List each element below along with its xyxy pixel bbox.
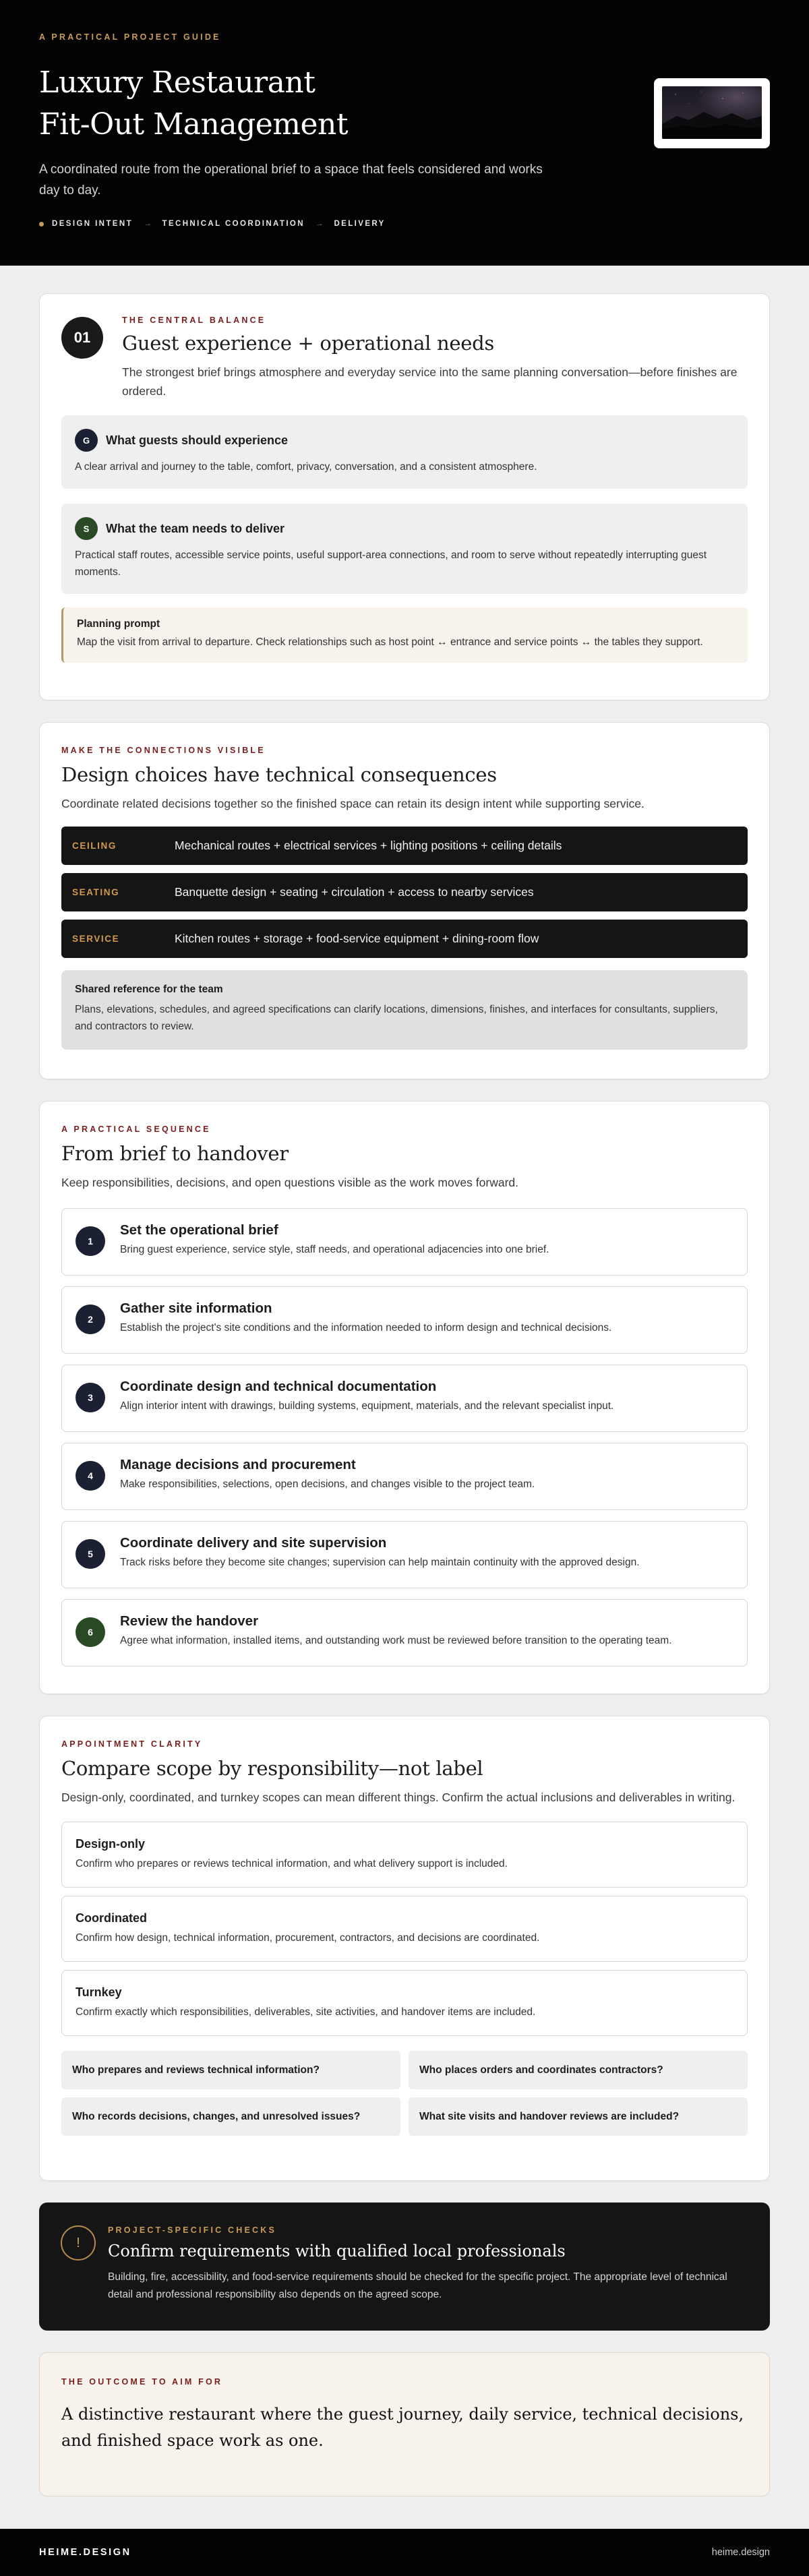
step-item: [61, 1208, 748, 1276]
step-title: Manage decisions and procurement: [120, 1457, 356, 1472]
appointment-eyebrow: APPOINTMENT CLARITY: [61, 1739, 203, 1749]
night-landscape-image: [662, 86, 762, 139]
scope-text: Confirm who prepares or reviews technical information, and what delivery support is included.: [76, 1858, 508, 1869]
shared-reference-text: Plans, elevations, schedules, and agreed specifications can clarify locations, dimensions, finishes, and interfaces for consultants, suppliers, and contractors to review.: [75, 1004, 718, 1032]
outcome-eyebrow: THE OUTCOME TO AIM FOR: [61, 2377, 223, 2387]
step-title: Coordinate design and technical documentation: [120, 1379, 437, 1394]
step-body: [120, 1379, 613, 1412]
connections-intro: Coordinate related decisions together so the finished space can retain its design intent while supporting service.: [61, 797, 645, 810]
step-number-badge: 3: [76, 1383, 105, 1412]
connection-row-service: [61, 920, 748, 958]
central-balance-heading: [122, 316, 748, 400]
question-item: Who records decisions, changes, and unresolved issues?: [61, 2097, 400, 2136]
hero-lede: A coordinated route from the operational brief to a space that feels considered and works day to day.: [39, 162, 543, 198]
step-number-badge: 4: [76, 1461, 105, 1491]
step-text: Align interior intent with drawings, building systems, equipment, materials, and the relevant specialist input.: [120, 1400, 614, 1412]
scope-list: [61, 1822, 748, 2036]
step-title: Coordinate delivery and site supervision: [120, 1535, 387, 1551]
guest-badge-icon: G: [75, 429, 98, 452]
page-title: [39, 62, 511, 146]
staff-badge-icon: S: [75, 517, 98, 540]
step-text: Agree what information, installed items, and outstanding work must be reviewed before transition to the operating team.: [120, 1635, 672, 1646]
team-delivery-header: [75, 517, 734, 540]
team-delivery-text: Practical staff routes, accessible service points, useful support-area connections, and room to serve without repeatedly interrupting guest moments.: [75, 549, 707, 578]
step-body: [120, 1457, 535, 1491]
step-text: Bring guest experience, service style, staff needs, and operational adjacencies into one brief.: [120, 1244, 549, 1255]
scope-text: Confirm exactly which responsibilities, deliverables, site activities, and handover items are included.: [76, 2006, 536, 2018]
guest-experience-panel: [61, 415, 748, 489]
step-number-badge: 5: [76, 1539, 105, 1569]
sequence-intro: Keep responsibilities, decisions, and open questions visible as the work moves forward.: [61, 1176, 518, 1189]
step-text: Establish the project's site conditions and the information needed to inform design and technical decisions.: [120, 1322, 612, 1334]
project-checks-eyebrow: PROJECT-SPECIFIC CHECKS: [108, 2225, 277, 2235]
step-number-badge: 1: [76, 1226, 105, 1256]
step-text: Make responsibilities, selections, open decisions, and changes visible to the project team.: [120, 1478, 535, 1490]
project-checks-callout: [39, 2203, 770, 2331]
sequence-section: [39, 1101, 770, 1694]
route-dot-icon: [39, 222, 44, 227]
step-item: [61, 1365, 748, 1432]
central-balance-header: [61, 316, 748, 400]
connection-text: Mechanical routes + electrical services + lighting positions + ceiling details: [175, 839, 562, 852]
step-title: Gather site information: [120, 1300, 272, 1316]
project-checks-body: [108, 2225, 748, 2304]
scope-card-design-only: [61, 1822, 748, 1888]
hero-eyebrow: A PRACTICAL PROJECT GUIDE: [39, 32, 221, 42]
step-item: [61, 1599, 748, 1667]
planning-prompt-title: Planning prompt: [77, 618, 160, 630]
appointment-section: [39, 1716, 770, 2181]
connection-label: CEILING: [72, 841, 117, 851]
exclamation-icon: !: [61, 2225, 96, 2260]
guest-experience-title: What guests should experience: [106, 433, 289, 447]
route-step-technical: TECHNICAL COORDINATION: [162, 220, 305, 228]
hero-thumbnail: [654, 78, 770, 148]
central-balance-intro: The strongest brief brings atmosphere and everyday service into the same planning conversation—before finishes are ordered.: [122, 365, 738, 398]
footer-brand: HEIME.DESIGN: [39, 2547, 131, 2558]
arrow-right-icon: →: [315, 220, 324, 228]
sequence-title: From brief to handover: [61, 1142, 289, 1165]
scope-title: Turnkey: [76, 1985, 122, 1999]
central-balance-section: [39, 293, 770, 700]
footer-site-link[interactable]: heime.design: [711, 2547, 770, 2558]
appointment-title: Compare scope by responsibility—not label: [61, 1757, 483, 1780]
guest-experience-text: A clear arrival and journey to the table, comfort, privacy, conversation, and a consistent atmosphere.: [75, 461, 537, 473]
step-body: [120, 1222, 549, 1256]
step-item: [61, 1521, 748, 1588]
connection-text: Banquette design + seating + circulation + access to nearby services: [175, 885, 534, 899]
connection-label: SEATING: [72, 887, 120, 897]
step-item: [61, 1443, 748, 1510]
appointment-intro: Design-only, coordinated, and turnkey scopes can mean different things. Confirm the actual inclusions and deliverables in writing.: [61, 1791, 736, 1804]
step-item: [61, 1286, 748, 1354]
central-balance-eyebrow: THE CENTRAL BALANCE: [122, 316, 266, 325]
planning-prompt: [61, 607, 748, 663]
step-text: Track risks before they become site changes; supervision can help maintain continuity with the approved design.: [120, 1557, 640, 1568]
step-title: Set the operational brief: [120, 1222, 278, 1238]
sequence-eyebrow: A PRACTICAL SEQUENCE: [61, 1125, 211, 1134]
connections-list: [61, 827, 748, 958]
planning-prompt-text: Map the visit from arrival to departure. Check relationships such as host point ↔ entrance and service points ↔ the tables they support.: [77, 636, 703, 648]
step-number-badge: 2: [76, 1305, 105, 1334]
connections-section: [39, 722, 770, 1079]
step-title: Review the handover: [120, 1613, 259, 1629]
connections-title: Design choices have technical consequences: [61, 763, 497, 786]
connection-text: Kitchen routes + storage + food-service equipment + dining-room flow: [175, 932, 539, 945]
sequence-steps: [61, 1208, 748, 1667]
scope-title: Design-only: [76, 1837, 146, 1851]
section-number-badge: 01: [61, 317, 103, 359]
question-grid: [61, 2051, 748, 2136]
guest-experience-header: [75, 429, 734, 452]
outcome-section: [39, 2352, 770, 2496]
scope-card-coordinated: [61, 1896, 748, 1962]
route-breadcrumb: [39, 220, 770, 228]
connection-row-seating: [61, 873, 748, 911]
route-step-delivery: DELIVERY: [334, 220, 386, 228]
question-item: What site visits and handover reviews are included?: [409, 2097, 748, 2136]
connection-row-ceiling: [61, 827, 748, 865]
step-number-badge: 6: [76, 1617, 105, 1647]
shared-reference-title: Shared reference for the team: [75, 984, 223, 995]
scope-text: Confirm how design, technical information, procurement, contractors, and decisions are coordinated.: [76, 1932, 540, 1944]
arrow-right-icon: →: [144, 220, 152, 228]
connections-eyebrow: MAKE THE CONNECTIONS VISIBLE: [61, 746, 266, 755]
route-step-design: DESIGN INTENT: [52, 220, 133, 228]
outcome-text: A distinctive restaurant where the guest journey, daily service, technical decisions, and finished space work as one.: [61, 2405, 744, 2450]
question-item: Who places orders and coordinates contractors?: [409, 2051, 748, 2089]
project-checks-title: Confirm requirements with qualified local professionals: [108, 2242, 566, 2260]
project-checks-text: Building, fire, accessibility, and food-service requirements should be checked for the specific project. The appropriate level of technical detail and professional responsibility also depends on the agreed scope.: [108, 2271, 727, 2300]
scope-card-turnkey: [61, 1970, 748, 2036]
page-title-line-1: Luxury Restaurant: [39, 65, 316, 100]
central-balance-title: Guest experience + operational needs: [122, 332, 494, 355]
team-delivery-title: What the team needs to deliver: [106, 521, 285, 535]
main-content: [0, 266, 809, 2496]
scope-title: Coordinated: [76, 1911, 147, 1925]
step-body: [120, 1300, 611, 1334]
shared-reference-panel: [61, 970, 748, 1050]
page-title-line-2: Fit-Out Management: [39, 107, 349, 142]
team-delivery-panel: [61, 504, 748, 594]
page-footer: [0, 2529, 809, 2576]
question-item: Who prepares and reviews technical information?: [61, 2051, 400, 2089]
step-body: [120, 1535, 640, 1569]
connection-label: SERVICE: [72, 934, 120, 944]
hero-header: [0, 0, 809, 266]
step-body: [120, 1613, 672, 1647]
